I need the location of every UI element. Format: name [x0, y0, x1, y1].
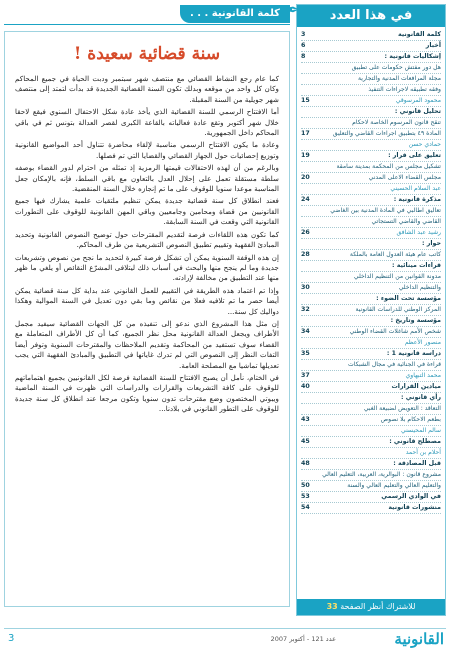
toc-item-text: تشكيل مجلس من المحكمة بمدينة سامقة — [336, 163, 441, 170]
toc-item-page — [301, 240, 311, 248]
toc-item-page: 17 — [301, 130, 310, 137]
toc-item-text: كاتب عام هيئة العدول العامة بالملكة — [349, 251, 441, 258]
toc-item-text: مجلس القضاء الاعلى المدني — [368, 174, 441, 181]
toc-item-page — [301, 185, 311, 193]
toc-item-author: محمد التبهاوي — [405, 372, 441, 379]
table-of-contents — [296, 4, 446, 616]
toc-item[interactable] — [301, 470, 441, 481]
toc-item-title: مؤسسة تحت الضوء : — [376, 295, 441, 302]
toc-item-title: مصطلح قانوني : — [389, 438, 441, 445]
page-number: 3 — [8, 633, 15, 644]
toc-item-text: المركز الوطني للدراسات القانونية — [355, 306, 441, 313]
toc-item-page: 48 — [301, 460, 310, 467]
toc-list — [301, 30, 441, 514]
toc-item-page: 34 — [301, 328, 310, 335]
toc-item[interactable] — [301, 283, 441, 294]
toc-item-page: 53 — [301, 493, 310, 500]
magazine-logo: القانونية — [394, 630, 444, 648]
section-bar — [4, 0, 300, 25]
toc-item-page — [301, 394, 311, 402]
toc-item-page — [301, 405, 311, 413]
toc-item-page — [301, 119, 311, 127]
toc-item[interactable] — [301, 206, 441, 217]
toc-item-text: التعاقد : التعويض لضبيعة الغبي — [363, 405, 441, 412]
toc-item-page: 37 — [301, 372, 310, 379]
toc-item[interactable] — [301, 349, 441, 360]
toc-item-page — [301, 75, 311, 83]
toc-item-page: 35 — [301, 350, 310, 357]
toc-item-page — [301, 273, 311, 281]
toc-item-title: منشورات قانونية — [388, 504, 441, 511]
toc-item[interactable] — [301, 96, 441, 107]
toc-item[interactable] — [301, 85, 441, 96]
toc-item-author: عبد السلام الحسيني — [390, 185, 441, 192]
paragraph: كما تكون هذه اللقاءات فرصة لتقديم المقترحات حول توضيح النصوص القانونية وتحديد المبادئ الفقهية وتقييم تطبيق النصوص التشريعية من طرف المحاكم. — [15, 229, 279, 250]
toc-item-page — [301, 449, 311, 457]
subscribe-text: للاشتراك أنظر الصفحة — [340, 602, 416, 611]
toc-item[interactable] — [301, 492, 441, 503]
toc-item-page — [301, 262, 311, 270]
toc-item[interactable] — [301, 316, 441, 327]
toc-item-title: تعليق على قرار : — [388, 152, 441, 159]
toc-item-page: 20 — [301, 174, 310, 181]
toc-item[interactable] — [301, 261, 441, 272]
toc-item-text: القاضي والقاضي التستجاتي — [371, 218, 441, 225]
toc-item-author: حمادي حسن — [408, 141, 441, 148]
toc-item-page: 8 — [301, 53, 306, 60]
toc-item-title: إشكاليات قانونية : — [384, 53, 441, 60]
toc-item-text: هل دور مفتش حكومات على تطبيق — [351, 64, 441, 71]
toc-item-page: 45 — [301, 438, 310, 445]
paragraph: كما عام رجع النشاط القضائي مع منتصف شهر سبتمبر ودبت الحياة في جميع المحاكم وكان كل واحد من موقعه وبدلك تكون السنة القضائية الجديدة قد بدأت لتمتد إلى منتصف شهر جويلية من السنة المقبلة. — [15, 74, 279, 104]
toc-item[interactable] — [301, 327, 441, 338]
toc-item-text: والتعليم العالي والتعليم العالي والسنة — [347, 482, 441, 489]
toc-item[interactable] — [301, 30, 441, 41]
toc-item-page: 43 — [301, 416, 310, 423]
toc-item-title: مذكرة قانونية : — [393, 196, 441, 203]
toc-item[interactable] — [301, 63, 441, 74]
toc-header: في هذا العدد — [297, 5, 445, 27]
toc-item-page — [301, 317, 311, 325]
toc-item[interactable] — [301, 107, 441, 118]
toc-item-page — [301, 163, 311, 171]
toc-item-text: تعاليق اطالبي في المادة المدنية بين الغاضي — [330, 207, 441, 214]
toc-item-author: سالم المحيسني — [400, 427, 441, 434]
toc-item[interactable] — [301, 459, 441, 470]
issue-info: عدد 121 - أكتوبر 2007 — [270, 635, 336, 643]
toc-item-title: مؤسسة وتاريخ : — [390, 317, 441, 324]
toc-item-page: 28 — [301, 251, 310, 258]
toc-item-page: 24 — [301, 196, 310, 203]
page-footer — [4, 628, 446, 651]
toc-item-page — [301, 141, 311, 149]
article-body — [15, 74, 279, 415]
toc-item-page — [301, 295, 311, 303]
toc-item[interactable] — [301, 239, 441, 250]
article-frame — [4, 31, 290, 607]
toc-item[interactable] — [301, 118, 441, 129]
headline: سنة قضائية سعيدة ! — [73, 44, 221, 64]
paragraph: في الختام، نأمل أن يصبح الافتتاح للسنة القضائية فرصة لكل القانونيين بجميع اهتماماتهم للوقوف على كافة التشريعات والقرارات والدراسات التي ظهرت في السنة الماضية ويبوتي المختصون وضع مقترحات تدون سنويا وتكون مرجعا عند انطلاق كل سنة جديدة للوقوف على التطور القانوني في بلادنا... — [15, 372, 279, 414]
toc-item[interactable] — [301, 173, 441, 184]
toc-item[interactable] — [301, 448, 441, 459]
paragraph: فعند انطلاق كل سنة قضائية جديدة يمكن تنظيم ملتقيات علمية يشارك فيها جميع القانونيين من قضاة ومحامين وجامعيين وباقي المهن القانونية للوقوف على التطورات القانونية التي وقعت في السنة السابقة. — [15, 196, 279, 227]
toc-item-title: ميادين القرارات — [391, 383, 441, 390]
toc-item-page — [301, 64, 311, 72]
toc-item-page: 6 — [301, 42, 306, 49]
toc-item[interactable] — [301, 371, 441, 382]
toc-item-text: قراءة في الجنائية في مجال الشبكات — [348, 361, 441, 368]
subscribe-banner[interactable] — [297, 599, 445, 615]
toc-item[interactable] — [301, 162, 441, 173]
toc-item-page — [301, 339, 311, 347]
paragraph: وبالرغم من أن لهذه الاحتفالات قيمتها الرمزية إذ تمثله من احترام لدور القضاء بوصفه سلطة مستقلة تعمل على إحلال العدل بالتعاون مع باقي السلط، فإنه بالإمكان جعل المناسبة موعدا سنويا للوقوف على ما تم إنجازه خلال السنة المنقضية. — [15, 163, 279, 194]
paragraph: وإذا تم اعتماد هذه الطريقة في التقييم للعمل القانوني عند بداية كل سنة قضائية يمكن أيضا حصر ما تم تلافيه فعلا من نقائص وما بقي دون تعديل في السنة الموالية وهكذا دواليك كل سنة... — [15, 285, 279, 316]
toc-item-title: قراءات مينائية : — [392, 262, 441, 269]
toc-item-page — [301, 207, 311, 215]
toc-item[interactable] — [301, 503, 441, 514]
toc-item-page — [301, 471, 311, 479]
toc-item-page: 50 — [301, 482, 310, 489]
toc-item-page: 32 — [301, 306, 310, 313]
toc-item-text: تنقح قانون المرسوم الخاصة لاحكام — [352, 119, 441, 126]
toc-item[interactable] — [301, 217, 441, 228]
toc-item-text: بطعم الاحكام بلا نصوص — [380, 416, 441, 423]
toc-item-page: 26 — [301, 229, 310, 236]
toc-item[interactable] — [301, 404, 441, 415]
toc-item-text: مجلة المرافعات المدنية والتجارية — [358, 75, 441, 82]
toc-item-title: في الوادي الرسمي — [381, 493, 441, 500]
subscribe-page: 33 — [326, 602, 338, 611]
toc-item[interactable] — [301, 338, 441, 349]
toc-item[interactable] — [301, 140, 441, 151]
toc-item[interactable] — [301, 250, 441, 261]
toc-item-title: رأي قانوني : — [401, 394, 441, 401]
toc-item-title: تحليل قانوني : — [394, 108, 441, 115]
toc-item-page: 30 — [301, 284, 310, 291]
toc-item-page: 19 — [301, 152, 310, 159]
section-title: كلمة القانونية . . . — [180, 5, 290, 23]
toc-item-page — [301, 108, 311, 116]
editorial-article — [4, 0, 300, 616]
toc-item-text: وفقه تطبيقه لاجراءات التنفيذ — [368, 86, 441, 93]
toc-item-title: دراسة قانونية 1 : — [386, 350, 441, 357]
toc-item[interactable] — [301, 184, 441, 195]
pen-icon: ✒ — [284, 0, 300, 21]
toc-item-text: مدونة القوانين من التنظيم الداخلي — [353, 273, 441, 280]
toc-item[interactable] — [301, 228, 441, 239]
toc-item-page: 15 — [301, 97, 310, 104]
toc-item-author: محمود المرسوقي — [395, 97, 441, 104]
toc-item-text: المادة ٤٩ بتطبيق اجراءات القاضي والتعليق — [332, 130, 441, 137]
toc-item-title: أخبار — [425, 42, 441, 49]
toc-item[interactable] — [301, 360, 441, 371]
toc-item[interactable] — [301, 426, 441, 437]
toc-item-page: 40 — [301, 383, 310, 390]
toc-item[interactable] — [301, 41, 441, 52]
toc-item[interactable] — [301, 129, 441, 140]
paragraph: إن هذه الوقفة السنوية يمكن أن تشكل فرصة كبيرة لتحديد ما نجح من نصوص وتشريعات جديدة وما لم ينجح منها والبحث في أسباب ذلك ليتلافى المشرّع النقائص أو يلغي ما ظهر منها عند التطبيق من مخالفة لإرادته. — [15, 252, 279, 283]
toc-item-page — [301, 427, 311, 435]
toc-item-page — [301, 218, 311, 226]
toc-item[interactable] — [301, 52, 441, 63]
toc-item[interactable] — [301, 74, 441, 85]
toc-item-page — [301, 361, 311, 369]
toc-item-page: 54 — [301, 504, 310, 511]
toc-item[interactable] — [301, 294, 441, 305]
toc-item-title: كلمة القانونية — [398, 31, 441, 38]
toc-item-text: شخص الأمم شاغلات القضاء الوطني — [349, 328, 441, 335]
toc-item[interactable] — [301, 305, 441, 316]
paragraph: أما الافتتاح الرسمي للسنة القضائية الذي يأخذ عادة شكل الاحتفال السنوي فيقع لاحقا خلال شهر أكتوبر وتقع عادة فعالياته بالقاعة الكبرى لقصر العدالة بتونس ثم في باقي المحاكم داخل الجمهورية. — [15, 107, 279, 138]
toc-item-text: مشروع قانون : البوالرية، العربية، التعليم العالي — [322, 471, 441, 478]
toc-item[interactable] — [301, 393, 441, 404]
paragraph: وعادة ما يكون الافتتاح الرسمي مناسبة لإلقاء محاضرة تتناول أحد المواضيع القانونية وتوزيع إحصائيات حول الجهاز القضائي والقضايا التي تم فصلها. — [15, 140, 279, 160]
toc-item[interactable] — [301, 151, 441, 162]
toc-item[interactable] — [301, 195, 441, 206]
toc-item-author: منصور الأعظم — [404, 339, 441, 346]
toc-item-page — [301, 86, 311, 94]
toc-item-author: رشيد عبد الشافق — [396, 229, 441, 236]
toc-item-author: أحلام بن أحمد — [405, 449, 441, 456]
toc-item[interactable] — [301, 481, 441, 492]
toc-item-title: قبل المصادقة : — [393, 460, 441, 467]
toc-item[interactable] — [301, 382, 441, 393]
paragraph: إن مثل هذا المشروع الذي ندعو إلى تنفيذه من كل الجهات القضائية سيفيد مجمل الأطراف ويجعل العدالة القانونية محل نظر الجميع، كما أن كل الأطراف المتعاملة مع القضاء سوف تستفيد من المحاكمة وتقديم الملاحظات والمقترحات السنوية وتوفر أيضا التفات النظر إلى النصوص التي لم تدرك غاياتها في التطبيق والمبادئ الفقهية التي يجب تعديلها تماشيا مع المصلحة العامة. — [15, 318, 279, 370]
toc-item[interactable] — [301, 272, 441, 283]
toc-item-text: والتنظيم الداخلي — [398, 284, 441, 291]
toc-item-page: 3 — [301, 31, 306, 38]
toc-item-title: حوار : — [422, 240, 441, 247]
toc-item[interactable] — [301, 437, 441, 448]
toc-item[interactable] — [301, 415, 441, 426]
